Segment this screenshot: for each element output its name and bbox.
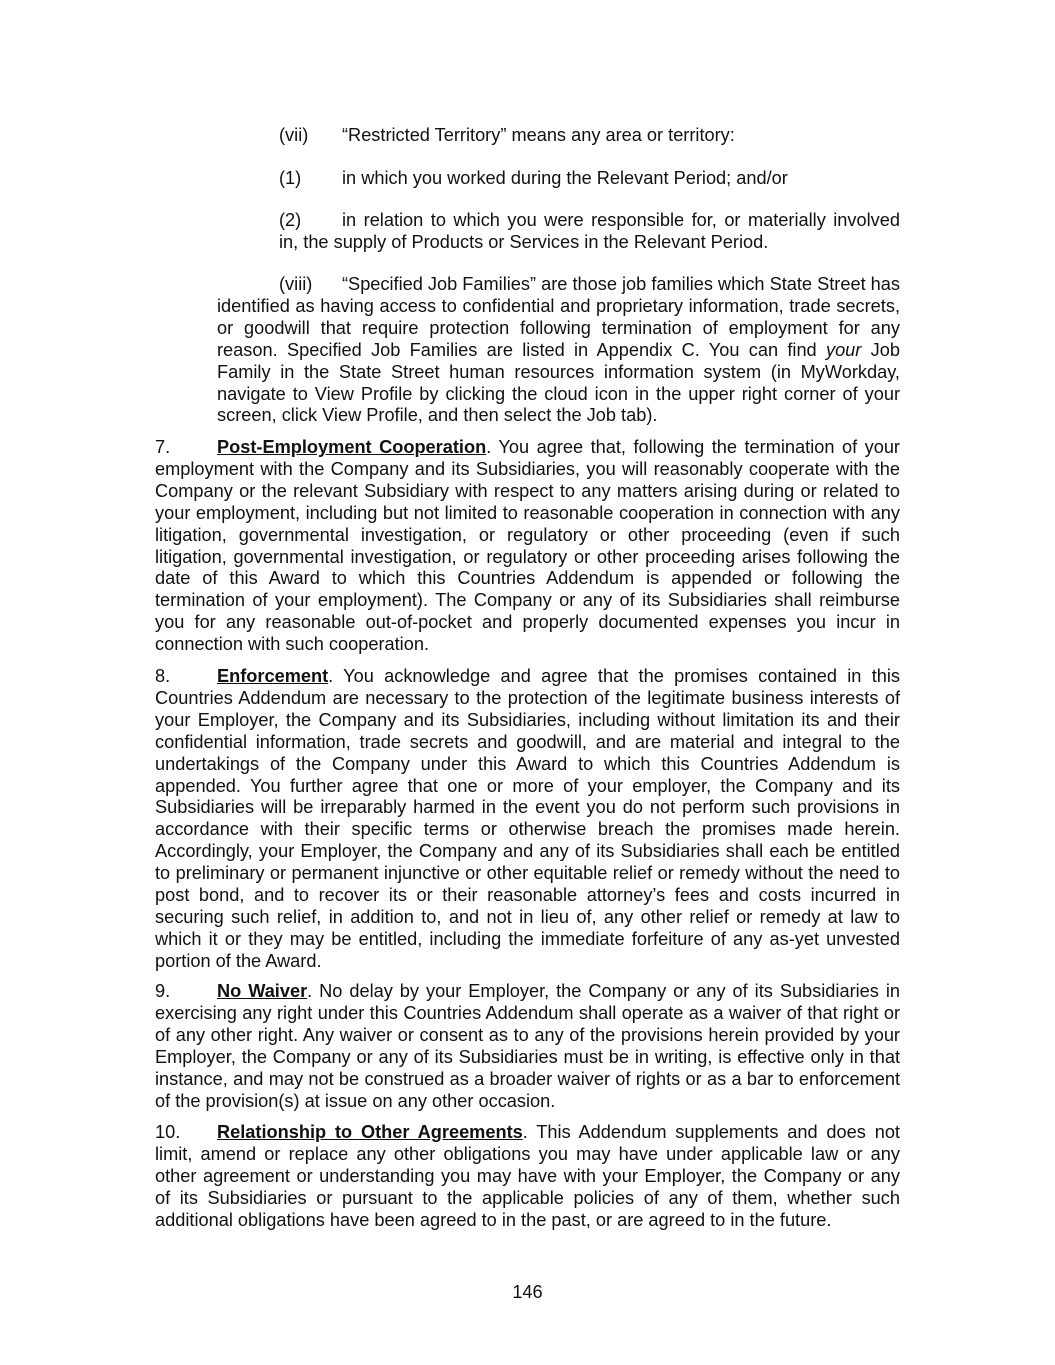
section-10-number: 10. — [155, 1122, 181, 1142]
clause-viii-label: (viii) — [279, 274, 313, 294]
clause-viii-text-end: Job Family in the State Street human resources information system (in MyWorkday, navigate to View Profile by clicking the cloud icon in the upper right corner of your screen, click View Profile, and then select the Job tab). — [217, 339, 900, 426]
section-10-heading: Relationship to Other Agreements — [217, 1122, 523, 1142]
section-8-body: . You acknowledge and agree that the promises contained in this Countries Addendum are necessary to the protection of the legitimate business interests of your Employer, the Company and its Subsidiaries, including without limitation its and their confidential information, trade secrets and goodwill, and are material and integral to the undertakings of the Company under this Award to which this Countries Addendum is appended. You further agree that one or more of your employer, the Company and its Subsidiaries will be irreparably harmed in the event you do not perform such provisions in accordance with their specific terms or otherwise breach the promises made herein. Accordingly, your Employer, the Company and any of its Subsidiaries shall each be entitled to preliminary or permanent injunctive or other equitable relief or remedy without the need to post bond, and to recover its or their reasonable attorney’s fees and costs incurred in securing such relief, in addition to, and not in lieu of, any other relief or remedy at law to which it or they may be entitled, including the immediate forfeiture of any as-yet unvested portion of the Award. — [155, 666, 900, 971]
clause-viii-text-start: “Specified Job Families” are those job families which State Street has identified as having access to confidential and proprietary information, trade secrets, or goodwill that require protection following termination of employment for any reason. Specified Job Families are listed in Appendix C. You can find — [217, 274, 901, 360]
section-9-body: . No delay by your Employer, the Company or any of its Subsidiaries in exercising any right under this Countries Addendum shall operate as a waiver of that right or of any other right. Any waiver or consent as to any of the provisions herein provided by your Employer, the Company or any of its Subsidiaries must be in writing, is effective only in that instance, and may not be construed as a broader waiver of rights or as a bar to enforcement of the provision(s) at issue on any other occasion. — [155, 981, 900, 1111]
clause-vii-2-text: in relation to which you were responsible for, or materially involved in, the supply of Products or Services in the Relevant Period. — [279, 210, 900, 252]
clause-viii — [217, 274, 900, 427]
section-8 — [155, 666, 900, 973]
section-9-heading: No Waiver — [217, 981, 308, 1001]
section-7-body: . You agree that, following the termination of your employment with the Company and its Subsidiaries, you will reasonably cooperate with the Company or the relevant Subsidiary with respect to any matters arising during or related to your employment, including but not limited to reasonable cooperation in connection with any litigation, governmental investigation, or regulatory or other proceeding (even if such litigation, governmental investigation, or regulatory or other proceeding arises following the date of this Award to which this Countries Addendum is appended or following the termination of your employment). The Company or any of its Subsidiaries shall reimburse you for any reasonable out-of-pocket and properly documented expenses you incur in connection with such cooperation. — [155, 437, 900, 655]
section-8-heading: Enforcement — [217, 666, 329, 686]
section-7-heading: Post-Employment Cooperation — [217, 437, 487, 457]
section-10-body: . This Addendum supplements and does not limit, amend or replace any other obligations you may have under applicable law or any other agreement or understanding you may have with your Employer, the Company or any of its Subsidiaries or pursuant to the applicable policies of any of them, whether such additional obligations have been agreed to in the past, or are agreed to in the future. — [155, 1122, 900, 1230]
clause-viii-emphasis: your — [825, 339, 862, 360]
section-9 — [155, 981, 900, 1112]
clause-vii-label: (vii) — [279, 125, 309, 145]
clause-vii-1-text: in which you worked during the Relevant Period; and/or — [342, 168, 788, 188]
section-10 — [155, 1122, 900, 1232]
clause-vii — [279, 125, 919, 147]
clause-vii-text: “Restricted Territory” means any area or territory: — [342, 125, 735, 145]
clause-vii-1 — [279, 168, 919, 190]
section-7-number: 7. — [155, 437, 171, 457]
page-number: 146 — [512, 1282, 543, 1302]
clause-vii-2-label: (2) — [279, 210, 302, 230]
clause-vii-2 — [279, 210, 900, 254]
clause-vii-1-label: (1) — [279, 168, 302, 188]
section-7 — [155, 437, 900, 656]
section-8-number: 8. — [155, 666, 171, 686]
section-9-number: 9. — [155, 981, 171, 1001]
